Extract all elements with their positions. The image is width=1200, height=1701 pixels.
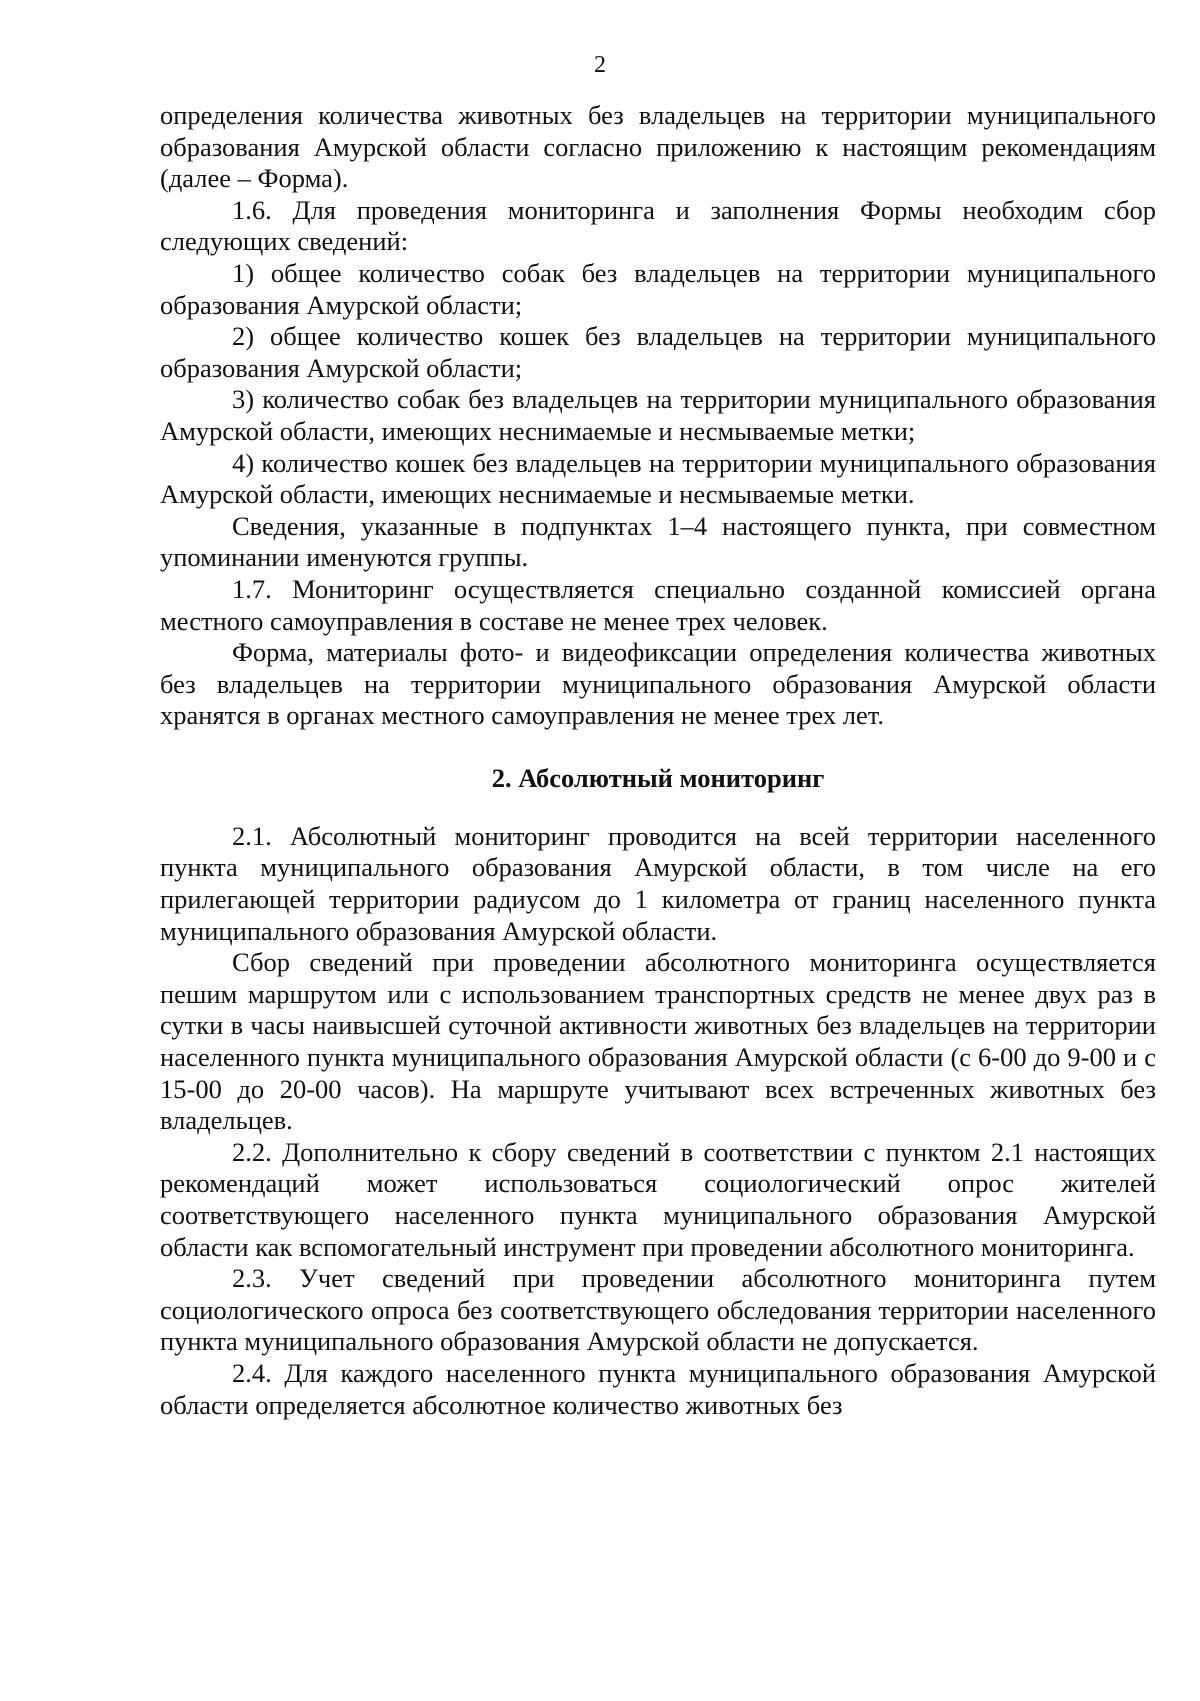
document-body bbox=[160, 100, 1156, 1421]
section-heading-absolute-monitoring: 2. Абсолютный мониторинг bbox=[491, 762, 825, 793]
paragraph-data-collection: Сбор сведений при проведении абсолютного мониторинга осуществляется пешим маршрутом или с использованием транспортных средств не менее двух раз в сутки в часы наивысшей суточной активности животных без владельцев на территории населенного пункта муниципального образования Амурской области (с 6-00 до 9-00 и с 15-00 до 20-00 часов). На маршруте учитывают всех встреченных животных без владельцев. bbox=[160, 947, 1156, 1136]
list-item-2-cats-total: 2) общее количество кошек без владельцев на территории муниципального образования Амурской области; bbox=[160, 321, 1156, 383]
paragraph-form-storage: Форма, материалы фото- и видеофиксации определения количества животных без владельцев на территории муниципального образования Амурской области хранятся в органах местного самоуправления не менее трех лет. bbox=[160, 637, 1156, 731]
paragraph-2-1: 2.1. Абсолютный мониторинг проводится на всей территории населенного пункта муниципального образования Амурской области, в том числе на его прилегающей территории радиусом до 1 километра от границ населенного пункта муниципального образования Амурской области. bbox=[160, 820, 1156, 946]
paragraph-2-4: 2.4. Для каждого населенного пункта муниципального образования Амурской области определяется абсолютное количество животных без bbox=[160, 1357, 1156, 1420]
page-number: 2 bbox=[594, 52, 606, 78]
paragraph-groups-definition: Сведения, указанные в подпунктах 1–4 настоящего пункта, при совместном упоминании именуются группы. bbox=[160, 510, 1156, 573]
list-item-1-dogs-total: 1) общее количество собак без владельцев на территории муниципального образования Амурской области; bbox=[160, 257, 1156, 320]
paragraph-1-7: 1.7. Мониторинг осуществляется специально созданной комиссией органа местного самоуправления в составе не менее трех человек. bbox=[160, 573, 1156, 636]
paragraph-2-2: 2.2. Дополнительно к сбору сведений в соответствии с пунктом 2.1 настоящих рекомендаций может использоваться социологический опрос жителей соответствующего населенного пункта муниципального образования Амурской области как вспомогательный инструмент при проведении абсолютного мониторинга. bbox=[160, 1136, 1156, 1262]
list-item-3-dogs-tagged: 3) количество собак без владельцев на территории муниципального образования Амурской области, имеющих неснимаемые и несмываемые метки; bbox=[160, 384, 1156, 446]
list-item-4-cats-tagged: 4) количество кошек без владельцев на территории муниципального образования Амурской области, имеющих неснимаемые и несмываемые метки. bbox=[160, 447, 1156, 510]
paragraph-2-3: 2.3. Учет сведений при проведении абсолютного мониторинга путем социологического опроса без соответствующего обследования территории населенного пункта муниципального образования Амурской области не допускается. bbox=[160, 1263, 1156, 1357]
paragraph-1-6: 1.6. Для проведения мониторинга и заполнения Формы необходим сбор следующих сведений: bbox=[160, 194, 1156, 257]
paragraph-form-definition-continuation: определения количества животных без владельцев на территории муниципального образования Амурской области согласно приложению к настоящим рекомендациям (далее – Форма). bbox=[160, 100, 1156, 194]
